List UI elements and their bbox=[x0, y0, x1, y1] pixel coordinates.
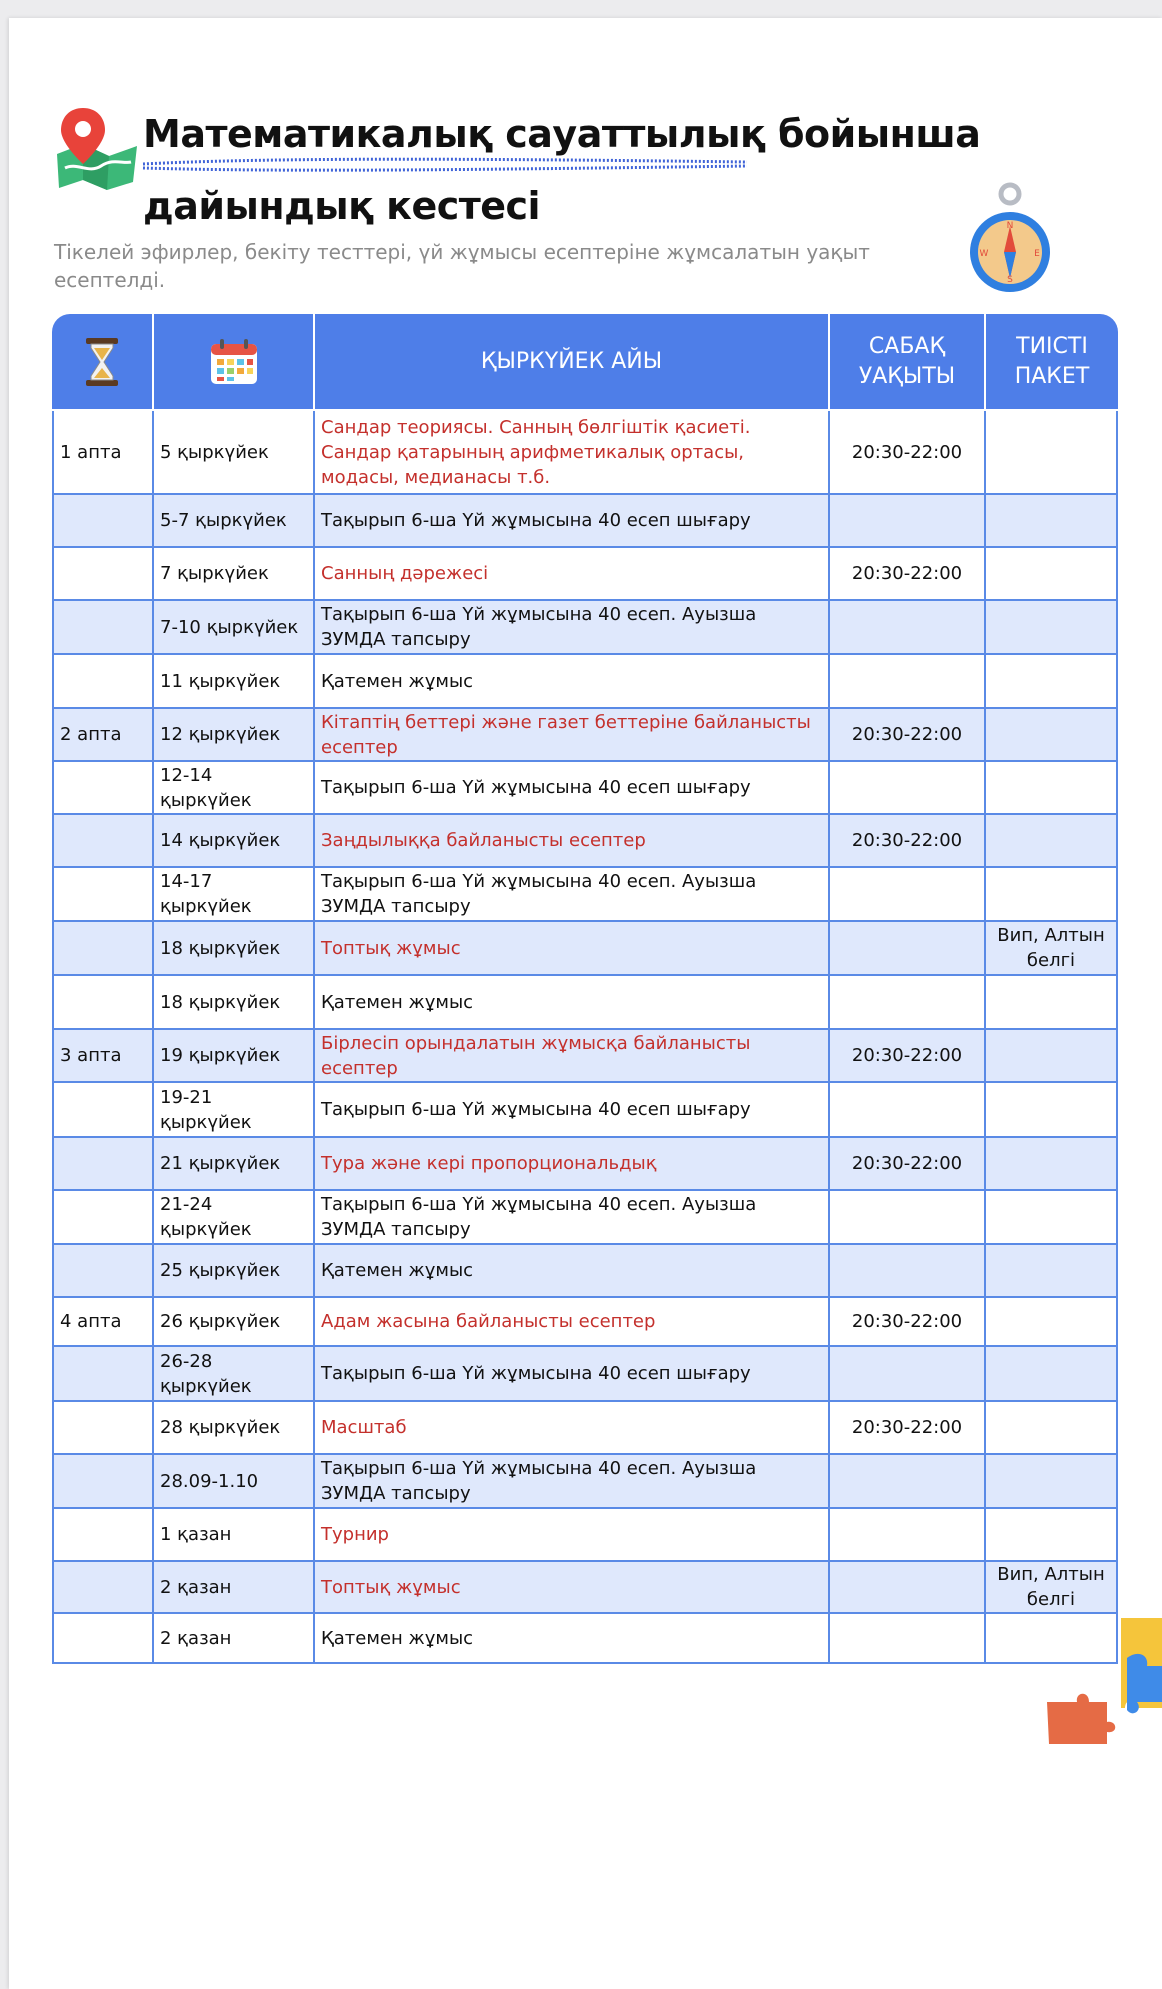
time-cell bbox=[830, 1614, 986, 1664]
date-cell: 7 қыркүйек bbox=[154, 548, 315, 601]
time-cell bbox=[830, 1347, 986, 1402]
week-cell bbox=[52, 762, 154, 815]
package-cell bbox=[986, 411, 1118, 495]
package-cell bbox=[986, 1083, 1118, 1138]
package-cell bbox=[986, 1138, 1118, 1191]
topic-cell: Масштаб bbox=[315, 1402, 830, 1455]
topic-cell: Қатемен жұмыс bbox=[315, 1614, 830, 1664]
table-row bbox=[52, 1030, 1118, 1083]
compass-icon bbox=[965, 180, 1055, 308]
header-month: ҚЫРКҮЙЕК АЙЫ bbox=[315, 314, 830, 411]
time-cell: 20:30-22:00 bbox=[830, 1138, 986, 1191]
table-row bbox=[52, 762, 1118, 815]
table-row bbox=[52, 815, 1118, 868]
package-cell bbox=[986, 1245, 1118, 1298]
topic-cell: Қатемен жұмыс bbox=[315, 1245, 830, 1298]
week-cell bbox=[52, 922, 154, 976]
week-cell: 4 апта bbox=[52, 1298, 154, 1347]
week-cell bbox=[52, 1245, 154, 1298]
package-cell bbox=[986, 1298, 1118, 1347]
map-pin-icon bbox=[53, 104, 139, 192]
header-lesson-time bbox=[830, 314, 986, 411]
header-package-line1: ТИІСТІ bbox=[1016, 333, 1088, 359]
time-cell bbox=[830, 495, 986, 548]
time-cell bbox=[830, 922, 986, 976]
date-cell: 1 қазан bbox=[154, 1509, 315, 1562]
topic-cell: Тақырып 6-ша Үй жұмысына 40 есеп. Ауызша ЗУМДА тапсыру bbox=[315, 1455, 830, 1509]
package-cell bbox=[986, 1347, 1118, 1402]
topic-cell: Тақырып 6-ша Үй жұмысына 40 есеп. Ауызша ЗУМДА тапсыру bbox=[315, 601, 830, 655]
week-cell bbox=[52, 1347, 154, 1402]
topic-cell: Тақырып 6-ша Үй жұмысына 40 есеп. Ауызша ЗУМДА тапсыру bbox=[315, 1191, 830, 1245]
page-subtitle: Тікелей эфирлер, бекіту тесттері, үй жұмысы есептеріне жұмсалатын уақыт есептелді. bbox=[54, 240, 870, 292]
package-cell bbox=[986, 762, 1118, 815]
header-lesson-time-line2: УАҚЫТЫ bbox=[858, 363, 956, 389]
date-cell: 21 қыркүйек bbox=[154, 1138, 315, 1191]
date-cell: 26 қыркүйек bbox=[154, 1298, 315, 1347]
table-row bbox=[52, 1614, 1118, 1664]
date-cell: 5-7 қыркүйек bbox=[154, 495, 315, 548]
package-cell bbox=[986, 1030, 1118, 1083]
title-underline bbox=[141, 154, 753, 176]
week-cell bbox=[52, 1509, 154, 1562]
topic-cell: Тақырып 6-ша Үй жұмысына 40 есеп шығару bbox=[315, 1347, 830, 1402]
topic-cell: Тақырып 6-ша Үй жұмысына 40 есеп шығару bbox=[315, 1083, 830, 1138]
date-cell: 18 қыркүйек bbox=[154, 976, 315, 1030]
package-cell bbox=[986, 495, 1118, 548]
package-cell bbox=[986, 1455, 1118, 1509]
table-row bbox=[52, 411, 1118, 495]
package-cell bbox=[986, 548, 1118, 601]
date-cell: 2 қазан bbox=[154, 1614, 315, 1664]
table-header-row bbox=[52, 314, 1118, 411]
topic-cell: Тақырып 6-ша Үй жұмысына 40 есеп шығару bbox=[315, 762, 830, 815]
package-cell: Вип, Алтын белгі bbox=[986, 922, 1118, 976]
week-cell bbox=[52, 548, 154, 601]
date-cell: 18 қыркүйек bbox=[154, 922, 315, 976]
time-cell bbox=[830, 976, 986, 1030]
week-cell bbox=[52, 815, 154, 868]
week-cell: 1 апта bbox=[52, 411, 154, 495]
package-cell bbox=[986, 815, 1118, 868]
package-cell bbox=[986, 709, 1118, 762]
puzzle-icon bbox=[1037, 1618, 1162, 1758]
package-cell bbox=[986, 1191, 1118, 1245]
table-row bbox=[52, 548, 1118, 601]
topic-cell: Адам жасына байланысты есептер bbox=[315, 1298, 830, 1347]
schedule-table bbox=[52, 314, 1118, 1664]
svg-text:W: W bbox=[979, 249, 989, 259]
header-lesson-time-line1: САБАҚ bbox=[868, 333, 946, 359]
week-cell bbox=[52, 1455, 154, 1509]
title-line-1: Математикалық сауаттылық бойынша bbox=[143, 112, 981, 156]
time-cell: 20:30-22:00 bbox=[830, 1298, 986, 1347]
package-cell bbox=[986, 601, 1118, 655]
time-cell: 20:30-22:00 bbox=[830, 411, 986, 495]
table-row bbox=[52, 1509, 1118, 1562]
week-cell bbox=[52, 1562, 154, 1614]
date-cell: 19-21 қыркүйек bbox=[154, 1083, 315, 1138]
table-row bbox=[52, 1455, 1118, 1509]
topic-cell: Сандар теориясы. Санның бөлгіштік қасиеті. Сандар қатарының арифметикалық ортасы, модасы, медианасы т.б. bbox=[315, 411, 830, 495]
table-row bbox=[52, 1138, 1118, 1191]
package-cell bbox=[986, 1509, 1118, 1562]
week-cell bbox=[52, 1191, 154, 1245]
time-cell bbox=[830, 1455, 986, 1509]
time-cell: 20:30-22:00 bbox=[830, 709, 986, 762]
svg-text:E: E bbox=[1034, 249, 1040, 259]
topic-cell: Тақырып 6-ша Үй жұмысына 40 есеп шығару bbox=[315, 495, 830, 548]
date-cell: 14 қыркүйек bbox=[154, 815, 315, 868]
date-cell: 19 қыркүйек bbox=[154, 1030, 315, 1083]
time-cell bbox=[830, 1245, 986, 1298]
time-cell bbox=[830, 1509, 986, 1562]
time-cell: 20:30-22:00 bbox=[830, 815, 986, 868]
hourglass-icon bbox=[82, 336, 122, 388]
time-cell bbox=[830, 1191, 986, 1245]
date-cell: 5 қыркүйек bbox=[154, 411, 315, 495]
topic-cell: Қатемен жұмыс bbox=[315, 976, 830, 1030]
table-row bbox=[52, 1245, 1118, 1298]
week-cell bbox=[52, 1614, 154, 1664]
table-row bbox=[52, 1298, 1118, 1347]
week-cell: 2 апта bbox=[52, 709, 154, 762]
date-cell: 21-24 қыркүйек bbox=[154, 1191, 315, 1245]
topic-cell: Бірлесіп орындалатын жұмысқа байланысты есептер bbox=[315, 1030, 830, 1083]
title-line-2: дайындық кестесі bbox=[143, 184, 541, 228]
table-row bbox=[52, 709, 1118, 762]
package-cell bbox=[986, 868, 1118, 922]
header-package-line2: ПАКЕТ bbox=[1014, 363, 1090, 389]
topic-cell: Қатемен жұмыс bbox=[315, 655, 830, 709]
table-row bbox=[52, 601, 1118, 655]
date-cell: 7-10 қыркүйек bbox=[154, 601, 315, 655]
week-cell bbox=[52, 1083, 154, 1138]
topic-cell: Топтық жұмыс bbox=[315, 922, 830, 976]
schedule-page bbox=[9, 18, 1162, 1989]
svg-text:S: S bbox=[1007, 275, 1013, 285]
topic-cell: Санның дәрежесі bbox=[315, 548, 830, 601]
header-package bbox=[986, 314, 1118, 411]
table-row bbox=[52, 1402, 1118, 1455]
topic-cell: Топтық жұмыс bbox=[315, 1562, 830, 1614]
topic-cell: Кітаптің беттері және газет беттеріне байланысты есептер bbox=[315, 709, 830, 762]
date-cell: 25 қыркүйек bbox=[154, 1245, 315, 1298]
table-row bbox=[52, 655, 1118, 709]
time-cell: 20:30-22:00 bbox=[830, 1030, 986, 1083]
topic-cell: Тура және кері пропорциональдық bbox=[315, 1138, 830, 1191]
time-cell bbox=[830, 1083, 986, 1138]
date-cell: 28 қыркүйек bbox=[154, 1402, 315, 1455]
week-cell bbox=[52, 868, 154, 922]
table-row bbox=[52, 1347, 1118, 1402]
table-row bbox=[52, 1191, 1118, 1245]
package-cell bbox=[986, 655, 1118, 709]
topic-cell: Турнир bbox=[315, 1509, 830, 1562]
table-row bbox=[52, 922, 1118, 976]
calendar-icon bbox=[208, 336, 260, 388]
week-cell bbox=[52, 976, 154, 1030]
header-calendar-cell bbox=[154, 314, 315, 411]
date-cell: 12-14 қыркүйек bbox=[154, 762, 315, 815]
topic-cell: Заңдылыққа байланысты есептер bbox=[315, 815, 830, 868]
date-cell: 26-28 қыркүйек bbox=[154, 1347, 315, 1402]
time-cell bbox=[830, 1562, 986, 1614]
package-cell: Вип, Алтын белгі bbox=[986, 1562, 1118, 1614]
week-cell bbox=[52, 655, 154, 709]
time-cell bbox=[830, 601, 986, 655]
time-cell: 20:30-22:00 bbox=[830, 1402, 986, 1455]
time-cell bbox=[830, 868, 986, 922]
table-row bbox=[52, 495, 1118, 548]
time-cell bbox=[830, 762, 986, 815]
header-hourglass-cell bbox=[52, 314, 154, 411]
date-cell: 14-17 қыркүйек bbox=[154, 868, 315, 922]
package-cell bbox=[986, 1402, 1118, 1455]
table-row bbox=[52, 1083, 1118, 1138]
date-cell: 28.09-1.10 bbox=[154, 1455, 315, 1509]
table-row bbox=[52, 868, 1118, 922]
date-cell: 11 қыркүйек bbox=[154, 655, 315, 709]
date-cell: 12 қыркүйек bbox=[154, 709, 315, 762]
table-row bbox=[52, 1562, 1118, 1614]
week-cell bbox=[52, 1402, 154, 1455]
time-cell bbox=[830, 655, 986, 709]
week-cell bbox=[52, 601, 154, 655]
svg-text:N: N bbox=[1006, 221, 1014, 231]
date-cell: 2 қазан bbox=[154, 1562, 315, 1614]
package-cell bbox=[986, 976, 1118, 1030]
time-cell: 20:30-22:00 bbox=[830, 548, 986, 601]
topic-cell: Тақырып 6-ша Үй жұмысына 40 есеп. Ауызша ЗУМДА тапсыру bbox=[315, 868, 830, 922]
week-cell bbox=[52, 1138, 154, 1191]
week-cell: 3 апта bbox=[52, 1030, 154, 1083]
week-cell bbox=[52, 495, 154, 548]
table-row bbox=[52, 976, 1118, 1030]
